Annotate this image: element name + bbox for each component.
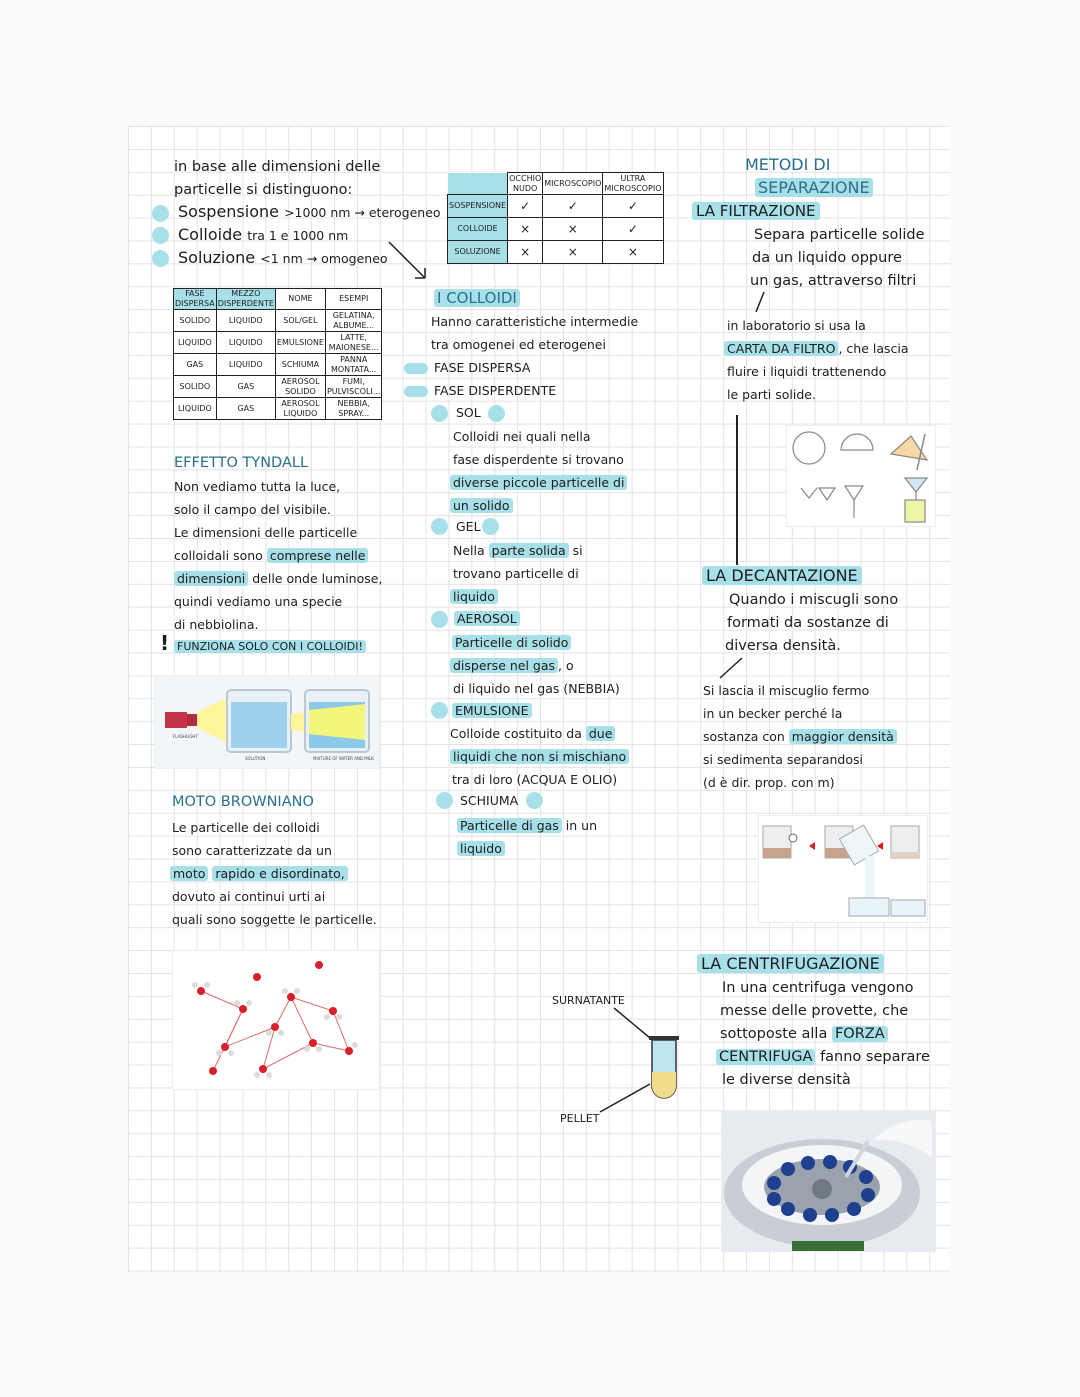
phase-cell: GELATINA, ALBUME... (325, 310, 382, 332)
phase-table-header: MEZZO DISPERDENTE (217, 289, 274, 308)
centrifugazione-line: le diverse densità (722, 1072, 851, 1088)
schiuma-label: SCHIUMA (460, 793, 519, 808)
divider (736, 415, 738, 565)
fase-dispersa: FASE DISPERSA (434, 360, 531, 375)
brownian-line: quali sono soggette le particelle. (172, 912, 377, 927)
phase-cell: LIQUIDO (174, 332, 217, 354)
vis-cell: × (508, 241, 543, 264)
decantazione-highlight: maggior densità (789, 729, 897, 744)
bullet-icon (152, 227, 169, 244)
phase-table-header: FASE DISPERSA (175, 289, 215, 308)
carta-filtro-highlight: CARTA DA FILTRO (724, 341, 838, 356)
phase-cell: LIQUIDO (216, 354, 275, 376)
tyndall-line: Le dimensioni delle particelle (174, 525, 358, 540)
decantazione-title-text: LA DECANTAZIONE (702, 566, 862, 585)
gel-desc (453, 540, 583, 563)
vis-header: ULTRA MICROSCOPIO (604, 173, 662, 193)
tube-top-label: SURNATANTE (552, 994, 625, 1007)
arrow-icon (752, 290, 772, 316)
vis-header (448, 173, 508, 195)
schiuma-text: in un (565, 818, 598, 833)
phase-cell: SOLIDO (174, 310, 217, 332)
decantazione-line: diversa densità. (725, 638, 841, 654)
exclamation-icon: ! (160, 631, 170, 655)
filtrazione-text: , che lascia (838, 341, 909, 356)
item-rest: <1 nm → omogeneo (260, 251, 388, 266)
bullet-icon (488, 405, 505, 422)
aerosol-text: AEROSOL (454, 611, 520, 626)
bullet-icon (526, 792, 543, 809)
vis-cell: × (508, 218, 543, 241)
item-rest: tra 1 e 1000 nm (247, 228, 349, 243)
gel-highlight: liquido (450, 589, 498, 604)
phase-cell: LIQUIDO (216, 310, 275, 332)
emulsione-desc (450, 723, 615, 746)
tyndall-text: colloidali sono (174, 548, 263, 563)
colloidi-line: tra omogenei ed eterogenei (431, 337, 606, 352)
gel-desc: trovano particelle di (453, 566, 579, 581)
sol-highlight: un solido (450, 498, 513, 513)
sol-label: SOL (456, 405, 481, 420)
centrifugazione-title-text: LA CENTRIFUGAZIONE (697, 954, 884, 973)
brownian-highlight: moto (170, 866, 208, 881)
phase-table (173, 288, 382, 420)
metodi-title-1: METODI DI (745, 155, 831, 174)
phase-cell: AEROSOL SOLIDO (275, 376, 325, 398)
tyndall-line: Non vediamo tutta la luce, (174, 479, 341, 494)
phase-cell: PANNA MONTATA... (325, 354, 382, 376)
filtrazione-title (692, 200, 820, 223)
phase-table-header: NOME (275, 289, 325, 310)
vis-cell: × (543, 218, 603, 241)
decantation-image (758, 815, 928, 923)
vis-cell: × (603, 241, 663, 264)
filtrazione-title-text: LA FILTRAZIONE (692, 202, 820, 220)
gel-desc (450, 586, 498, 609)
brownian-illustration (173, 951, 379, 1089)
vis-cell: × (543, 241, 603, 264)
tyndall-line: quindi vediamo una specie (174, 594, 343, 609)
filtrazione-line: da un liquido oppure (752, 250, 902, 266)
fase-disperdente: FASE DISPERDENTE (434, 383, 557, 398)
brownian-image (172, 950, 380, 1090)
aerosol-highlight: Particelle di solido (452, 635, 571, 650)
filter-paper-illustration (787, 426, 935, 526)
centrifugazione-text: fanno separare (820, 1049, 930, 1065)
emulsione-highlight: due (586, 726, 616, 741)
phase-cell: LIQUIDO (216, 332, 275, 354)
brownian-line: Le particelle dei colloidi (172, 820, 320, 835)
phase-cell: GAS (174, 354, 217, 376)
filtrazione-lab (724, 338, 909, 361)
item-sospensione (178, 201, 441, 225)
decantazione-line2: in un becker perché la (703, 706, 843, 721)
item-colloide (178, 224, 348, 248)
metodi-title-2-text: SEPARAZIONE (755, 178, 873, 197)
phase-cell: GAS (216, 376, 275, 398)
vis-row-label: SOSPENSIONE (448, 195, 508, 218)
vis-cell: ✓ (543, 195, 603, 218)
decantazione-line2: si sedimenta separandosi (703, 752, 863, 767)
tyndall-highlight: comprese nelle (267, 548, 369, 563)
filtrazione-line: Separa particelle solide (754, 227, 925, 243)
centrifugazione-line: In una centrifuga vengono (722, 980, 914, 996)
bullet-icon (404, 386, 428, 397)
bullet-icon (152, 250, 169, 267)
brownian-title: MOTO BROWNIANO (172, 794, 314, 810)
brownian-line: sono caratterizzate da un (172, 843, 332, 858)
gel-highlight: parte solida (489, 543, 569, 558)
bullet-icon (482, 518, 499, 535)
brownian-line (170, 863, 348, 886)
centrifuge-illustration (722, 1111, 935, 1251)
sol-desc (450, 472, 627, 495)
tyndall-note (174, 636, 366, 659)
tyndall-line: di nebbiolina. (174, 617, 259, 632)
filtrazione-lab: le parti solide. (727, 387, 816, 402)
bullet-icon (431, 518, 448, 535)
phase-cell: EMULSIONE (275, 332, 325, 354)
aerosol-desc (450, 655, 574, 678)
sol-highlight: diverse piccole particelle di (450, 475, 627, 490)
centrifugazione-title (697, 953, 884, 976)
aerosol-desc: di liquido nel gas (NEBBIA) (453, 681, 620, 696)
phase-cell: AEROSOL LIQUIDO (275, 398, 325, 420)
emulsione-text: EMULSIONE (452, 703, 532, 718)
phase-cell: NEBBIA, SPRAY... (325, 398, 382, 420)
decantazione-line: Quando i miscugli sono (729, 592, 899, 608)
decanting-illustration (759, 816, 927, 922)
centrifugazione-text: sottoposte alla (720, 1026, 828, 1042)
tyndall-line (174, 568, 382, 591)
aerosol-text: , o (558, 658, 574, 673)
item-name: Colloide (178, 225, 243, 244)
emulsione-desc (450, 746, 629, 769)
sol-desc: Colloidi nei quali nella (453, 429, 591, 444)
arrow-icon (385, 238, 435, 288)
aerosol-highlight: disperse nel gas (450, 658, 558, 673)
bullet-icon (436, 792, 453, 809)
phase-cell: SCHIUMA (275, 354, 325, 376)
colloidi-title (434, 287, 520, 310)
tyndall-line: solo il campo del visibile. (174, 502, 331, 517)
gel-text: si (572, 543, 583, 558)
gel-label: GEL (456, 519, 481, 534)
vis-row-label: SOLUZIONE (448, 241, 508, 264)
forza-highlight: FORZA (832, 1026, 888, 1042)
phase-cell: LATTE, MAIONESE... (325, 332, 382, 354)
phase-cell: GAS (216, 398, 275, 420)
intro-line-2: particelle si distinguono: (174, 182, 353, 198)
emulsione-text: Colloide costituito da (450, 726, 582, 741)
sol-desc: fase disperdente si trovano (453, 452, 624, 467)
centrifugazione-line (716, 1046, 930, 1069)
colloidi-line: Hanno caratteristiche intermedie (431, 314, 639, 329)
schiuma-desc (457, 815, 597, 838)
vis-header: OCCHIO NUDO (509, 173, 542, 193)
tyndall-illustration (155, 676, 379, 768)
vis-row-label: COLLOIDE (448, 218, 508, 241)
decantazione-title (702, 565, 862, 588)
emulsione-highlight: liquidi che non si mischiano (450, 749, 629, 764)
arrow-icon (716, 656, 746, 682)
phase-cell: LIQUIDO (174, 398, 217, 420)
filtration-image (786, 425, 936, 527)
tube-bottom-label: PELLET (560, 1112, 600, 1125)
schiuma-highlight: Particelle di gas (457, 818, 562, 833)
phase-cell: FUMI, PULVISCOLI... (326, 376, 381, 396)
decantazione-text: sostanza con (703, 729, 785, 744)
img-label-solution: SOLUTION (245, 756, 266, 761)
item-name: Sospensione (178, 202, 279, 221)
centrifugazione-line: messe delle provette, che (720, 1003, 909, 1019)
aerosol-label (454, 608, 520, 631)
filtrazione-lab: fluire i liquidi trattenendo (727, 364, 887, 379)
vis-cell: ✓ (508, 195, 543, 218)
tyndall-highlight: dimensioni (174, 571, 248, 586)
vis-header: MICROSCOPIO (543, 173, 603, 195)
visibility-table (447, 172, 664, 264)
sol-desc (450, 495, 513, 518)
decantazione-line: formati da sostanze di (727, 615, 889, 631)
tyndall-note-text: FUNZIONA SOLO CON I COLLOIDI! (174, 640, 366, 653)
bullet-icon (404, 363, 428, 374)
emulsione-label (452, 700, 532, 723)
centrifuge-photo (721, 1110, 936, 1252)
brownian-line: dovuto ai continui urti ai (172, 889, 326, 904)
filtrazione-line: un gas, attraverso filtri (750, 273, 917, 289)
vis-cell: ✓ (603, 195, 663, 218)
aerosol-desc (452, 632, 571, 655)
centrifugazione-line (720, 1023, 888, 1046)
decantazione-line2 (703, 726, 897, 749)
emulsione-desc: tra di loro (ACQUA E OLIO) (452, 772, 618, 787)
img-label-mixture: MIXTURE OF WATER AND MILK (313, 756, 374, 761)
item-name: Soluzione (178, 248, 256, 267)
vis-cell: ✓ (603, 218, 663, 241)
tyndall-text: delle onde luminose, (252, 571, 383, 586)
tyndall-title: EFFETTO TYNDALL (174, 455, 309, 471)
phase-cell: SOL/GEL (275, 310, 325, 332)
schiuma-desc (457, 838, 505, 861)
phase-cell: SOLIDO (174, 376, 217, 398)
metodi-title-2 (755, 177, 873, 200)
item-soluzione (178, 247, 388, 271)
test-tube-icon (590, 1000, 690, 1120)
bullet-icon (431, 611, 448, 628)
decantazione-line2: (d è dir. prop. con m) (703, 775, 835, 790)
bullet-icon (431, 702, 448, 719)
tyndall-image (154, 675, 380, 769)
filtrazione-lab: in laboratorio si usa la (727, 318, 866, 333)
schiuma-highlight: liquido (457, 841, 505, 856)
gel-text: Nella (453, 543, 485, 558)
intro-line-1: in base alle dimensioni delle (174, 159, 381, 175)
centrifuga-highlight: CENTRIFUGA (716, 1049, 815, 1065)
phase-table-header: ESEMPI (325, 289, 382, 310)
colloidi-title-text: I COLLOIDI (434, 289, 520, 307)
bullet-icon (152, 205, 169, 222)
brownian-highlight: rapido e disordinato, (212, 866, 347, 881)
decantazione-line2: Si lascia il miscuglio fermo (703, 683, 870, 698)
item-rest: >1000 nm → eterogeneo (284, 205, 441, 220)
img-label-flashlight: FLASHLIGHT (173, 734, 198, 739)
bullet-icon (431, 405, 448, 422)
tyndall-line (174, 545, 368, 568)
